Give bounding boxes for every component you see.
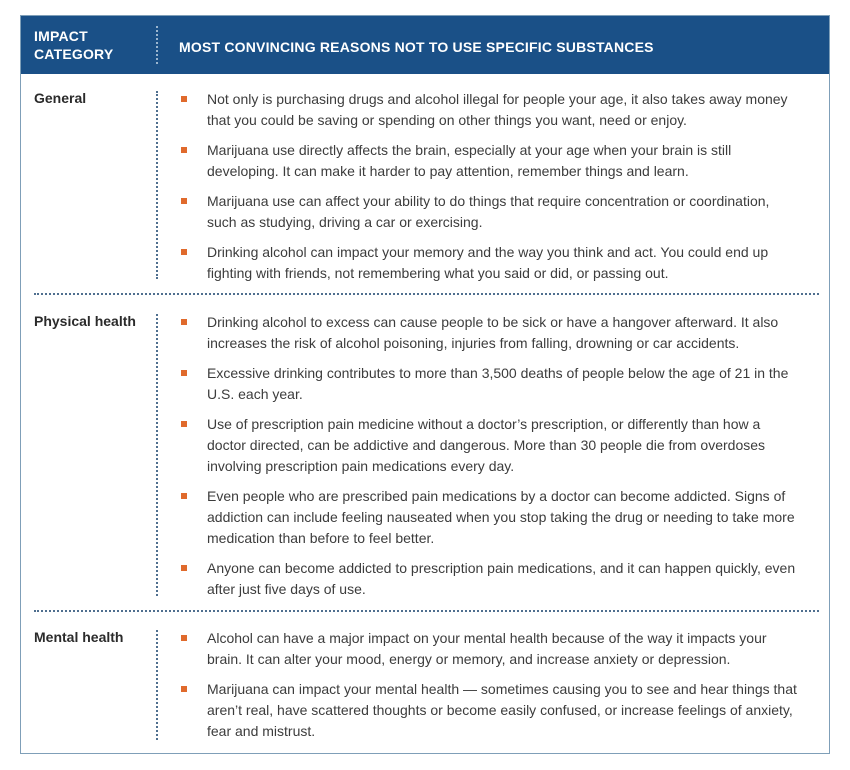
list-item: Marijuana use directly affects the brain, especially at your age when your brain is still developing. It can make it harder to pay attention, remember things and learn.: [179, 140, 799, 182]
bullet-icon: [181, 493, 187, 499]
category-label: Physical health: [34, 313, 136, 329]
column-divider: [156, 314, 158, 596]
list-item: Marijuana can impact your mental health — sometimes causing you to see and hear things that aren’t real, have scattered thoughts or become easily confused, or increase feelings of anxiety, fear and mistrust.: [179, 679, 799, 742]
impact-table: [20, 15, 830, 754]
header-impact-category: IMPACT CATEGORY: [34, 28, 114, 62]
reasons-list: [179, 628, 799, 742]
reasons-list: [179, 312, 799, 600]
list-item: Marijuana use can affect your ability to do things that require concentration or coordination, such as studying, driving a car or exercising.: [179, 191, 799, 233]
column-divider: [156, 91, 158, 279]
list-item: Alcohol can have a major impact on your mental health because of the way it impacts your brain. It can alter your mood, energy or memory, and increase anxiety or depression.: [179, 628, 799, 670]
bullet-icon: [181, 421, 187, 427]
reasons-list: [179, 89, 799, 284]
header-divider: [156, 26, 158, 64]
bullet-icon: [181, 370, 187, 376]
bullet-icon: [181, 565, 187, 571]
category-label: Mental health: [34, 629, 124, 645]
list-item: Excessive drinking contributes to more than 3,500 deaths of people below the age of 21 in the U.S. each year.: [179, 363, 799, 405]
list-item: Not only is purchasing drugs and alcohol illegal for people your age, it also takes away money that you could be saving or spending on other things you want, need or enjoy.: [179, 89, 799, 131]
header-reasons: MOST CONVINCING REASONS NOT TO USE SPECIFIC SUBSTANCES: [179, 39, 654, 55]
row-divider: [34, 293, 819, 295]
bullet-icon: [181, 686, 187, 692]
bullet-icon: [181, 249, 187, 255]
bullet-icon: [181, 635, 187, 641]
category-label: General: [34, 90, 87, 106]
bullet-icon: [181, 96, 187, 102]
list-item: Anyone can become addicted to prescription pain medications, and it can happen quickly, even after just five days of use.: [179, 558, 799, 600]
bullet-icon: [181, 147, 187, 153]
row-divider: [34, 610, 819, 612]
bullet-icon: [181, 198, 187, 204]
list-item: Drinking alcohol can impact your memory and the way you think and act. You could end up fighting with friends, not remembering what you said or did, or passing out.: [179, 242, 799, 284]
bullet-icon: [181, 319, 187, 325]
table-header: [21, 16, 829, 74]
column-divider: [156, 630, 158, 740]
list-item: Drinking alcohol to excess can cause people to be sick or have a hangover afterward. It also increases the risk of alcohol poisoning, injuries from falling, drowning or car accidents.: [179, 312, 799, 354]
list-item: Use of prescription pain medicine without a doctor’s prescription, or differently than how a doctor directed, can be addictive and dangerous. More than 30 people die from overdoses involving prescription pain medications every day.: [179, 414, 799, 477]
list-item: Even people who are prescribed pain medications by a doctor can become addicted. Signs of addiction can include feeling nauseated when you stop taking the drug or needing to take more medication than before to feel better.: [179, 486, 799, 549]
